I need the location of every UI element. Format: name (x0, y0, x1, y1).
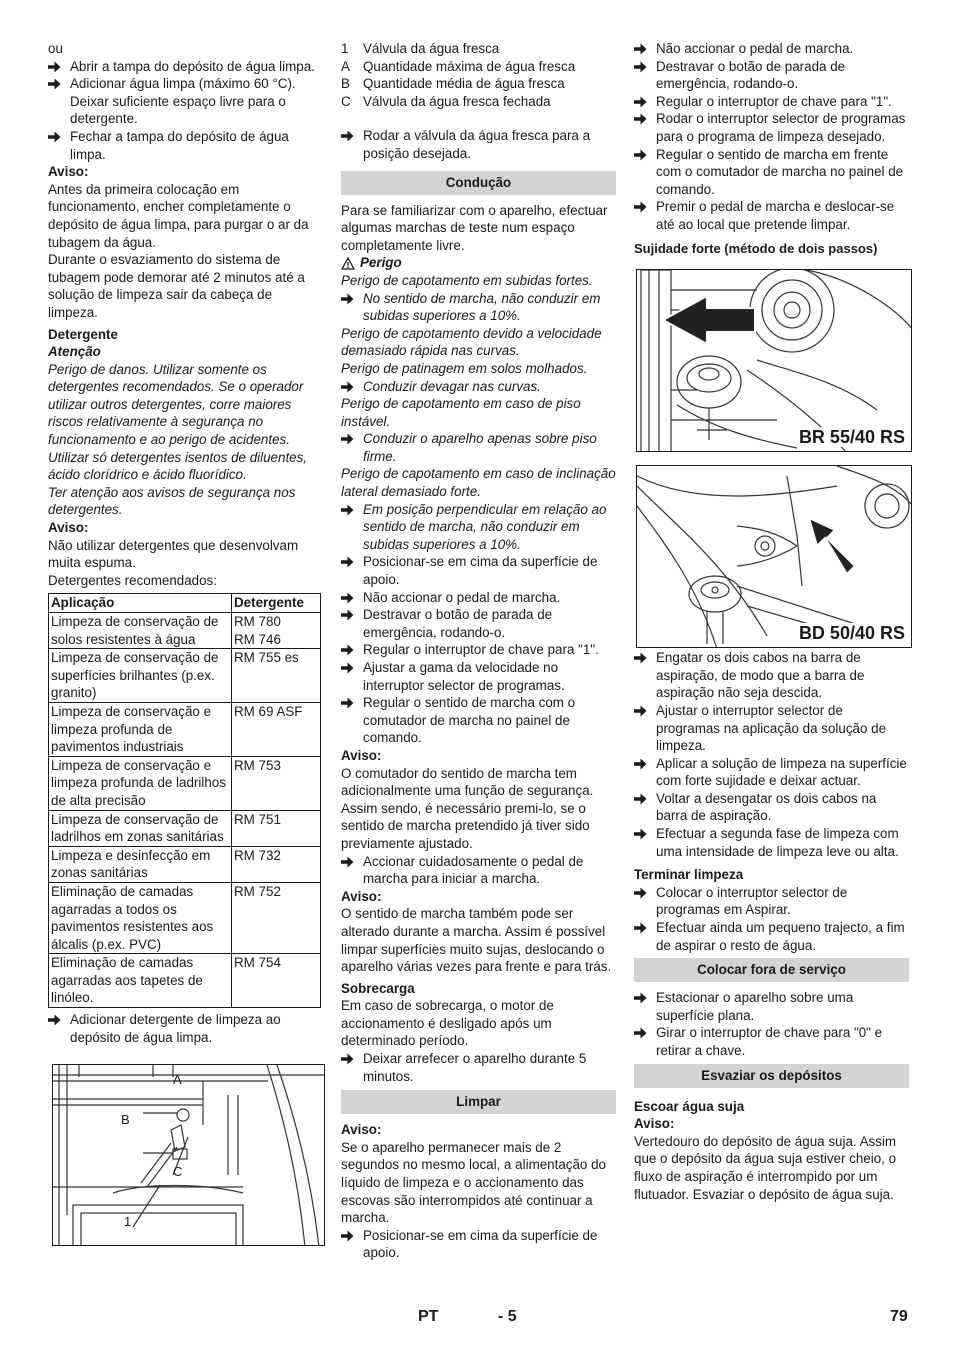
model-label-bd: BD 50/40 RS (798, 623, 905, 644)
arrow-right-icon (341, 853, 363, 868)
arrow-right-icon (341, 641, 363, 656)
bullet-add-detergent: Adicionar detergente de limpeza ao depósito de água limpa. (48, 1011, 323, 1046)
column-1 (48, 40, 323, 1246)
overload-heading: Sobrecarga (341, 980, 415, 996)
table-row (49, 882, 321, 953)
notice-heading: Aviso: (48, 520, 89, 536)
arrow-right-icon (341, 553, 363, 568)
model-label-br: BR 55/40 RS (798, 427, 905, 448)
table-row (49, 756, 321, 810)
danger-text: Perigo de capotamento em caso de inclinação lateral demasiado forte. (341, 466, 616, 500)
arrow-right-icon (634, 790, 656, 805)
arrow-right-icon (341, 378, 363, 393)
squeegee-illustration-bd (637, 466, 912, 648)
notice-text: O comutador do sentido de marcha tem adicionalmente uma função de segurança. Assim sendo, é necessário premi-lo, se o sentido de marcha pretendido já tiver sido previamente ajustado. (341, 765, 594, 851)
arrow-right-icon (341, 1050, 363, 1065)
footer-local-page: - 5 (498, 1308, 517, 1325)
section-heading-shutdown: Colocar fora de serviço (634, 958, 909, 982)
detergent-heading: Detergente (48, 326, 118, 342)
arrow-right-icon (634, 702, 656, 717)
step-bullet: Ajustar a gama da velocidade no interruptor selector de programas. (341, 659, 616, 694)
label-b: B (121, 1112, 130, 1128)
finish-cleaning-heading: Terminar limpeza (634, 867, 744, 883)
legend-item: C Válvula da água fresca fechada (341, 93, 551, 109)
table-cell: RM 753 (232, 756, 321, 810)
column-header: Detergente (232, 594, 321, 613)
table-cell: RM 780 RM 746 (232, 613, 321, 649)
step-bullet: Voltar a desengatar os dois cabos na barra de aspiração. (634, 790, 909, 825)
detergent-table (48, 593, 321, 1008)
notice-text: Não utilizar detergentes que desenvolvam muita espuma. (48, 537, 299, 571)
table-cell: RM 751 (232, 810, 321, 846)
arrow-right-icon (341, 501, 363, 516)
or-text: ou (48, 41, 63, 56)
bullet-open-lid: Abrir a tampa do depósito de água limpa. (48, 58, 323, 76)
step-bullet: Rodar o interruptor selector de programas para o programa de limpeza desejado. (634, 110, 909, 145)
table-cell: Limpeza de conservação de solos resistentes à água (49, 613, 232, 649)
figure-br-55-40 (636, 269, 912, 452)
table-row (49, 810, 321, 846)
step-bullet: Não accionar o pedal de marcha. (634, 40, 909, 58)
notice-text: O sentido de marcha também pode ser alterado durante a marcha. Assim é possível limpar superfícies muito sujas, deslocando o aparelho várias vezes para frente e para trás. (341, 906, 612, 975)
arrow-right-icon (341, 589, 363, 604)
figure-bd-50-40 (636, 465, 912, 648)
table-row (49, 649, 321, 703)
column-header: Aplicação (49, 594, 232, 613)
arrow-right-icon (48, 128, 70, 143)
step-bullet: Posicionar-se em cima da superfície de apoio. (341, 553, 616, 588)
section-heading-driving: Condução (341, 171, 616, 195)
caution-text: Utilizar só detergentes isentos de diluentes, ácido clorídrico e ácido fluorídico. (48, 449, 308, 483)
column-3 (634, 40, 909, 1203)
notice-text: Se o aparelho permanecer mais de 2 segundos no mesmo local, a alimentação do líquido de limpeza e o accionamento das escovas são interrompidos até continuar a marcha. (341, 1139, 606, 1226)
notice-text: Durante o esvaziamento do sistema de tubagem pode demorar até 2 minutos até a solução de limpeza sair da cabeça de limpeza. (48, 252, 305, 320)
legend-item: A Quantidade máxima de água fresca (341, 58, 576, 74)
table-cell: Limpeza e desinfecção em zonas sanitárias (49, 846, 232, 882)
table-row (49, 846, 321, 882)
arrow-right-icon (341, 694, 363, 709)
step-bullet: Premir o pedal de marcha e deslocar-se até ao local que pretende limpar. (634, 198, 909, 233)
table-cell: Limpeza de conservação de ladrilhos em zonas sanitárias (49, 810, 232, 846)
arrow-right-icon (634, 989, 656, 1004)
danger-bullet: Em posição perpendicular em relação ao sentido de marcha, não conduzir em subidas superiores a 10%. (341, 501, 616, 554)
step-bullet: Não accionar o pedal de marcha. (341, 589, 616, 607)
notice-text: Antes da primeira colocação em funcionamento, encher completamente o depósito de água limpa, para purgar o ar da tubagem da água. (48, 181, 309, 250)
arrow-right-icon (48, 1011, 70, 1026)
table-cell: Limpeza de conservação e limpeza profunda de pavimentos industriais (49, 702, 232, 756)
bullet-add-water: Adicionar água limpa (máximo 60 °C). Deixar suficiente espaço livre para o detergente. (48, 75, 323, 128)
table-cell: RM 752 (232, 882, 321, 953)
arrow-right-icon (634, 110, 656, 125)
drain-dirty-water-heading: Escoar água suja (634, 1098, 745, 1114)
step-bullet: Posicionar-se em cima da superfície de apoio. (341, 1227, 616, 1262)
table-header-row (49, 594, 321, 613)
table-cell: Limpeza de conservação e limpeza profunda de ladrilhos de alta precisão (49, 756, 232, 810)
notice-heading: Aviso: (341, 747, 382, 763)
danger-text: Perigo de capotamento em caso de piso instável. (341, 396, 581, 429)
table-cell: Eliminação de camadas agarradas a todos os pavimentos resistentes aos álcalis (p.ex. PVC) (49, 882, 232, 953)
notice-heading: Aviso: (634, 1116, 675, 1132)
caution-text: Perigo de danos. Utilizar somente os detergentes recomendados. Se o operador utilizar outros detergentes, corre maiores riscos relativamente à segurança no funcionamento e ao perigo de acidentes. (48, 361, 304, 448)
step-bullet: Accionar cuidadosamente o pedal de marcha para iniciar a marcha. (341, 853, 616, 888)
table-row (49, 702, 321, 756)
arrow-right-icon (48, 58, 70, 73)
danger-text: Perigo de capotamento devido a velocidade demasiado rápida nas curvas. (341, 325, 602, 359)
table-cell: RM 755 es (232, 649, 321, 703)
valve-figure (52, 1064, 325, 1246)
step-bullet: Efectuar ainda um pequeno trajecto, a fim de aspirar o resto de água. (634, 919, 909, 954)
danger-heading: Perigo (341, 254, 616, 272)
step-bullet: Girar o interruptor de chave para "0" e retirar a chave. (634, 1024, 909, 1059)
danger-bullet: Conduzir o aparelho apenas sobre piso firme. (341, 430, 616, 465)
arrow-right-icon (341, 659, 363, 674)
arrow-right-icon (341, 290, 363, 305)
table-cell: RM 69 ASF (232, 702, 321, 756)
warning-triangle-icon (341, 257, 355, 270)
step-bullet: Regular o interruptor de chave para "1". (341, 641, 616, 659)
step-bullet: Regular o sentido de marcha com o comutador de marcha no painel de comando. (341, 694, 616, 747)
arrow-right-icon (634, 93, 656, 108)
label-c: C (173, 1164, 183, 1180)
legend-item: B Quantidade média de água fresca (341, 76, 565, 92)
table-row (49, 613, 321, 649)
notice-text: Vertedouro do depósito de água suja. Assim que o depósito da água suja estiver cheio, o fluxo de aspiração é interrompido por um flutuador. Esvaziar o depósito de água suja. (634, 1133, 897, 1202)
step-bullet: Regular o interruptor de chave para "1". (634, 93, 909, 111)
notice-heading: Aviso: (341, 1122, 382, 1138)
section-heading-empty-tanks: Esvaziar os depósitos (634, 1064, 909, 1088)
step-bullet: Aplicar a solução de limpeza na superfície com forte sujidade e deixar actuar. (634, 755, 909, 790)
danger-text: Perigo de capotamento em subidas fortes. (341, 272, 593, 288)
step-bullet: Regular o sentido de marcha em frente com o comutador de marcha no painel de comando. (634, 146, 909, 199)
section-heading-cleaning: Limpar (341, 1090, 616, 1114)
arrow-right-icon (634, 198, 656, 213)
step-bullet: Engatar os dois cabos na barra de aspiração, de modo que a barra de aspiração não seja descida. (634, 649, 909, 702)
footer-page-number: 79 (890, 1308, 908, 1325)
notice-heading: Aviso: (48, 164, 89, 180)
valve-illustration (53, 1065, 325, 1246)
label-a: A (173, 1072, 182, 1088)
step-bullet: Colocar o interruptor selector de programas em Aspirar. (634, 884, 909, 919)
arrow-right-icon (634, 884, 656, 899)
step-bullet: Efectuar a segunda fase de limpeza com uma intensidade de limpeza leve ou alta. (634, 825, 909, 860)
arrow-right-icon (48, 75, 70, 90)
squeegee-illustration-br (637, 270, 912, 452)
overload-text: Em caso de sobrecarga, o motor de accionamento é desligado após um determinado período. (341, 998, 554, 1049)
label-1: 1 (124, 1214, 132, 1230)
arrow-right-icon (634, 649, 656, 664)
arrow-right-icon (634, 58, 656, 73)
legend-item: 1 Válvula da água fresca (341, 41, 500, 56)
bullet-close-lid: Fechar a tampa do depósito de água limpa. (48, 128, 323, 163)
step-bullet: Deixar arrefecer o aparelho durante 5 minutos. (341, 1050, 616, 1085)
notice-text: Detergentes recomendados: (48, 572, 217, 588)
heavy-dirt-heading: Sujidade forte (método de dois passos) (634, 240, 878, 256)
arrow-right-icon (634, 919, 656, 934)
notice-heading: Aviso: (341, 888, 382, 904)
footer-language: PT (418, 1308, 439, 1325)
step-bullet: Destravar o botão de parada de emergência, rodando-o. (634, 58, 909, 93)
table-row (49, 954, 321, 1008)
arrow-right-icon (341, 127, 363, 142)
table-cell: Eliminação de camadas agarradas aos tapetes de linóleo. (49, 954, 232, 1008)
arrow-right-icon (634, 146, 656, 161)
step-bullet: Ajustar o interruptor selector de programas na aplicação da solução de limpeza. (634, 702, 909, 755)
danger-bullet: No sentido de marcha, não conduzir em subidas superiores a 10%. (341, 290, 616, 325)
table-cell: Limpeza de conservação de superfícies brilhantes (p.ex. granito) (49, 649, 232, 703)
arrow-right-icon (634, 1024, 656, 1039)
caution-heading: Atenção (48, 344, 101, 360)
driving-intro: Para se familiarizar com o aparelho, efectuar algumas marchas de teste num espaço completamente livre. (341, 202, 608, 253)
danger-text: Perigo de patinagem em solos molhados. (341, 360, 588, 376)
arrow-right-icon (341, 430, 363, 445)
arrow-right-icon (634, 825, 656, 840)
bullet-rotate-valve: Rodar a válvula da água fresca para a posição desejada. (341, 127, 616, 162)
arrow-right-icon (634, 755, 656, 770)
arrow-right-icon (341, 606, 363, 621)
danger-bullet: Conduzir devagar nas curvas. (341, 378, 616, 396)
table-cell: RM 754 (232, 954, 321, 1008)
step-bullet: Destravar o botão de parada de emergência, rodando-o. (341, 606, 616, 641)
step-bullet: Estacionar o aparelho sobre uma superfície plana. (634, 989, 909, 1024)
arrow-right-icon (341, 1227, 363, 1242)
arrow-right-icon (634, 40, 656, 55)
caution-text: Ter atenção aos avisos de segurança nos detergentes. (48, 484, 296, 518)
column-2 (341, 40, 616, 1262)
table-cell: RM 732 (232, 846, 321, 882)
